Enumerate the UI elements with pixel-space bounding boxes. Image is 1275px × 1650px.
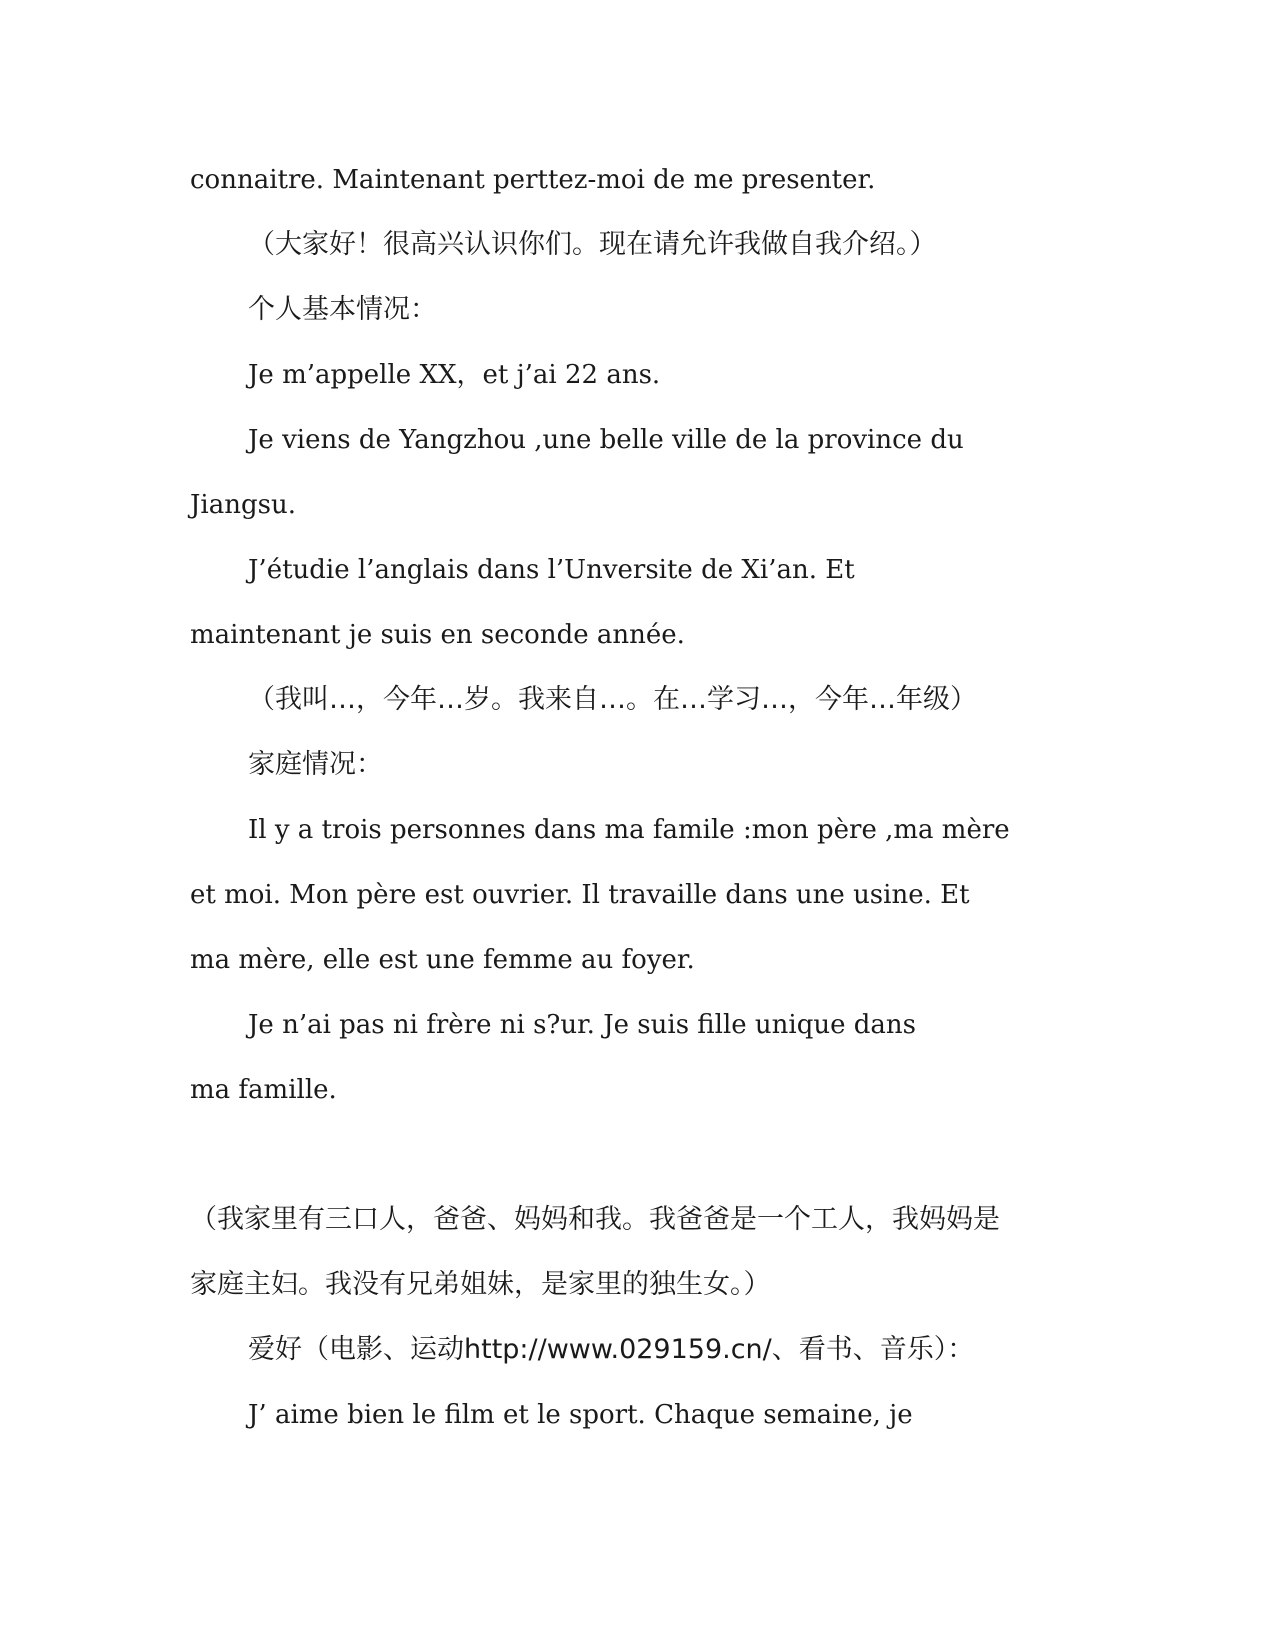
text-line-16: （我家里有三口人，爸爸、妈妈和我。我爸爸是一个工人，我妈妈是 <box>190 1204 1000 1235</box>
text-line-6: Jiangsu. <box>190 490 296 520</box>
section-heading-basic-info: 个人基本情况： <box>248 294 437 325</box>
text-line-8: maintenant je suis en seconde année. <box>190 620 685 650</box>
text-line-1: connaitre. Maintenant perttez-moi de me presenter. <box>190 165 876 195</box>
text-line-2: （大家好！很高兴认识你们。现在请允许我做自我介绍。） <box>248 229 937 260</box>
section-heading-family: 家庭情况： <box>248 749 383 780</box>
text-line-4: Je m’appelle XX，et j’ai 22 ans. <box>248 360 661 390</box>
text-line-13: ma mère, elle est une femme au foyer. <box>190 945 695 975</box>
body-text <box>190 160 1090 1460</box>
text-line-5: Je viens de Yangzhou ,une belle ville de la province du <box>248 425 964 455</box>
text-line-7: J’étudie l’anglais dans l’Unversite de Xi’an. Et <box>248 555 855 585</box>
text-line-9: （我叫…，今年…岁。我来自…。在…学习…，今年…年级） <box>248 684 977 715</box>
paragraph-gap <box>190 1135 1090 1200</box>
text-line-12: et moi. Mon père est ouvrier. Il travaille dans une usine. Et <box>190 880 970 910</box>
text-line-11: Il y a trois personnes dans ma famile :mon père ,ma mère <box>248 815 1010 845</box>
text-line-15: ma famille. <box>190 1075 337 1105</box>
text-line-14: Je n’ai pas ni frère ni s?ur. Je suis fille unique dans <box>248 1010 917 1040</box>
text-line-19: J’ aime bien le film et le sport. Chaque semaine, je <box>248 1400 913 1430</box>
text-line-17: 家庭主妇。我没有兄弟姐妹，是家里的独生女。） <box>190 1269 771 1300</box>
section-heading-hobbies: 爱好（电影、运动http://www.029159.cn/、看书、音乐）： <box>248 1334 975 1365</box>
